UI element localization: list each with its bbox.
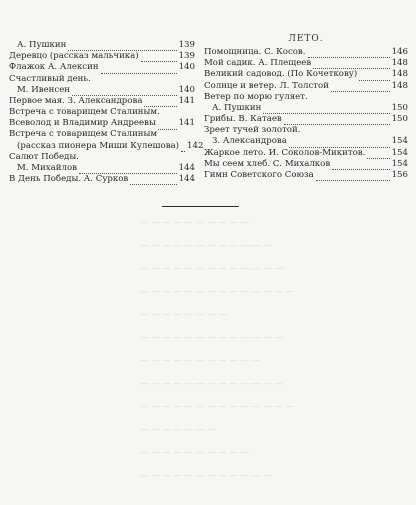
dot-leader	[308, 51, 390, 58]
toc-entry	[9, 140, 204, 152]
dot-leader	[93, 78, 178, 85]
dot-leader	[141, 55, 177, 62]
toc-entry	[204, 92, 408, 103]
toc-entry-title: В День Победы. А. Сурков	[9, 174, 129, 185]
toc-entry-page: 154	[391, 158, 408, 169]
toc-entry-page: 144	[178, 174, 195, 185]
toc-entry-title: Гимн Советского Союза	[204, 170, 314, 181]
toc-entry-page: 140	[178, 62, 195, 73]
dot-leader	[359, 74, 389, 81]
toc-entry-page: 148	[391, 58, 408, 69]
toc-entry	[9, 130, 195, 141]
toc-entry-page: 150	[391, 102, 408, 113]
toc-entry-title: (рассказ пионера Миши Кулешова)	[17, 140, 180, 151]
dot-leader	[367, 152, 389, 159]
toc-entry-page: 139	[178, 51, 195, 62]
toc-entry	[9, 74, 195, 85]
dot-leader	[302, 130, 391, 137]
toc-entry-page: 141	[178, 118, 195, 129]
toc-entry-page: 141	[178, 95, 195, 106]
toc-entry	[204, 125, 408, 136]
toc-entry-title: М. Ивенсен	[17, 84, 71, 95]
separator-rule	[162, 206, 239, 207]
dot-leader	[72, 89, 177, 96]
toc-entry-page: 146	[391, 46, 408, 57]
toc-right-column	[204, 34, 408, 181]
dot-leader	[181, 145, 185, 152]
toc-entry-title: Солнце и ветер. Л. Толстой	[204, 80, 329, 91]
toc-left-column	[9, 39, 204, 185]
toc-entry-title: Зреет тучей золотой.	[204, 125, 301, 136]
toc-entry	[204, 148, 408, 159]
bleed-through-text: — — — — — — — — — — — — — — — — — — — — — — — — — — — — — — — — — — — — — — — — — — — — — — — — — — — — — — — — — — — — — — — — — — — — — — — — — — — — — — — — — — — — — — — — — — — — — — — — — — — — — — — — — — — — — — — — — — — — — — — — — — — — — — — — — — — — — — — — —	[140, 218, 295, 481]
toc-entry-title: М. Михайлов	[17, 163, 77, 174]
toc-entry-title: Всеволод и Владимир Андреевы	[9, 118, 156, 129]
toc-entry-title: Помощница. С. Косов.	[204, 46, 306, 57]
toc-entry-title: Ветер по морю гуляет.	[204, 91, 308, 102]
toc-entry	[9, 163, 195, 174]
toc-entry-title: Встреча с товарищем Сталиным	[9, 129, 158, 140]
toc-entry	[204, 81, 408, 92]
toc-entry	[204, 69, 408, 80]
toc-entry	[9, 85, 195, 96]
dot-leader	[162, 111, 178, 118]
toc-entry-page: 148	[391, 69, 408, 80]
toc-right-entries	[204, 47, 408, 181]
toc-entry	[9, 107, 195, 118]
dot-leader	[316, 174, 390, 181]
toc-entry	[9, 118, 195, 129]
toc-entry-page: 140	[178, 84, 195, 95]
dot-leader	[284, 118, 390, 125]
dot-leader	[310, 96, 391, 103]
toc-entry-title: Флажок А. Алексин	[9, 62, 99, 73]
dot-leader	[332, 163, 389, 170]
toc-entry	[204, 159, 408, 170]
toc-entry-title: Великий садовод. (По Кочеткову)	[204, 69, 358, 80]
toc-entry-page: 139	[178, 39, 195, 50]
toc-entry-title: А. Пушкин	[212, 102, 262, 113]
toc-entry-title: Первое мая. З. Александрова	[9, 95, 143, 106]
toc-entry	[9, 174, 195, 185]
dot-leader	[158, 123, 177, 130]
toc-entry-title: Грибы. В. Катаев	[204, 114, 282, 125]
dot-leader	[144, 100, 176, 107]
toc-entry-title: Встреча с товарищем Сталиным.	[9, 107, 160, 118]
toc-entry-title: З. Александрова	[212, 136, 287, 147]
toc-entry-page: 150	[391, 114, 408, 125]
toc-entry	[9, 40, 195, 51]
dot-leader	[289, 141, 390, 148]
toc-entry-page: 156	[391, 170, 408, 181]
toc-entry-title: А. Пушкин	[17, 39, 67, 50]
toc-entry-title: Мой садик. А. Плещеев	[204, 58, 312, 69]
toc-entry	[204, 103, 408, 114]
toc-entry-title: Салют Победы.	[9, 151, 79, 162]
dot-leader	[263, 107, 389, 114]
toc-entry	[9, 62, 195, 73]
dot-leader	[81, 156, 178, 163]
toc-entry-title: Счастливый день.	[9, 73, 91, 84]
toc-entry-page: 144	[178, 163, 195, 174]
toc-entry-title: Деревцо (рассказ мальчика)	[9, 51, 139, 62]
dot-leader	[130, 178, 176, 185]
toc-entry-page: 142	[187, 140, 204, 151]
toc-entry	[204, 47, 408, 58]
toc-entry	[204, 58, 408, 69]
toc-entry	[204, 137, 408, 148]
dot-leader	[331, 85, 390, 92]
toc-entry	[9, 96, 195, 107]
toc-entry	[9, 152, 195, 163]
dot-leader	[159, 134, 178, 141]
toc-entry-page: 154	[391, 136, 408, 147]
toc-entry-title: Мы сеем хлеб. С. Михалков	[204, 158, 331, 169]
toc-entry	[204, 170, 408, 181]
toc-entry	[9, 51, 195, 62]
toc-entry	[204, 114, 408, 125]
toc-entry-page: 154	[391, 147, 408, 158]
section-heading-summer: ЛЕТО.	[288, 34, 324, 44]
toc-entry-title: Жаркое лето. И. Соколов-Микитов.	[204, 147, 366, 158]
toc-entry-page: 148	[391, 80, 408, 91]
dot-leader	[101, 67, 177, 74]
